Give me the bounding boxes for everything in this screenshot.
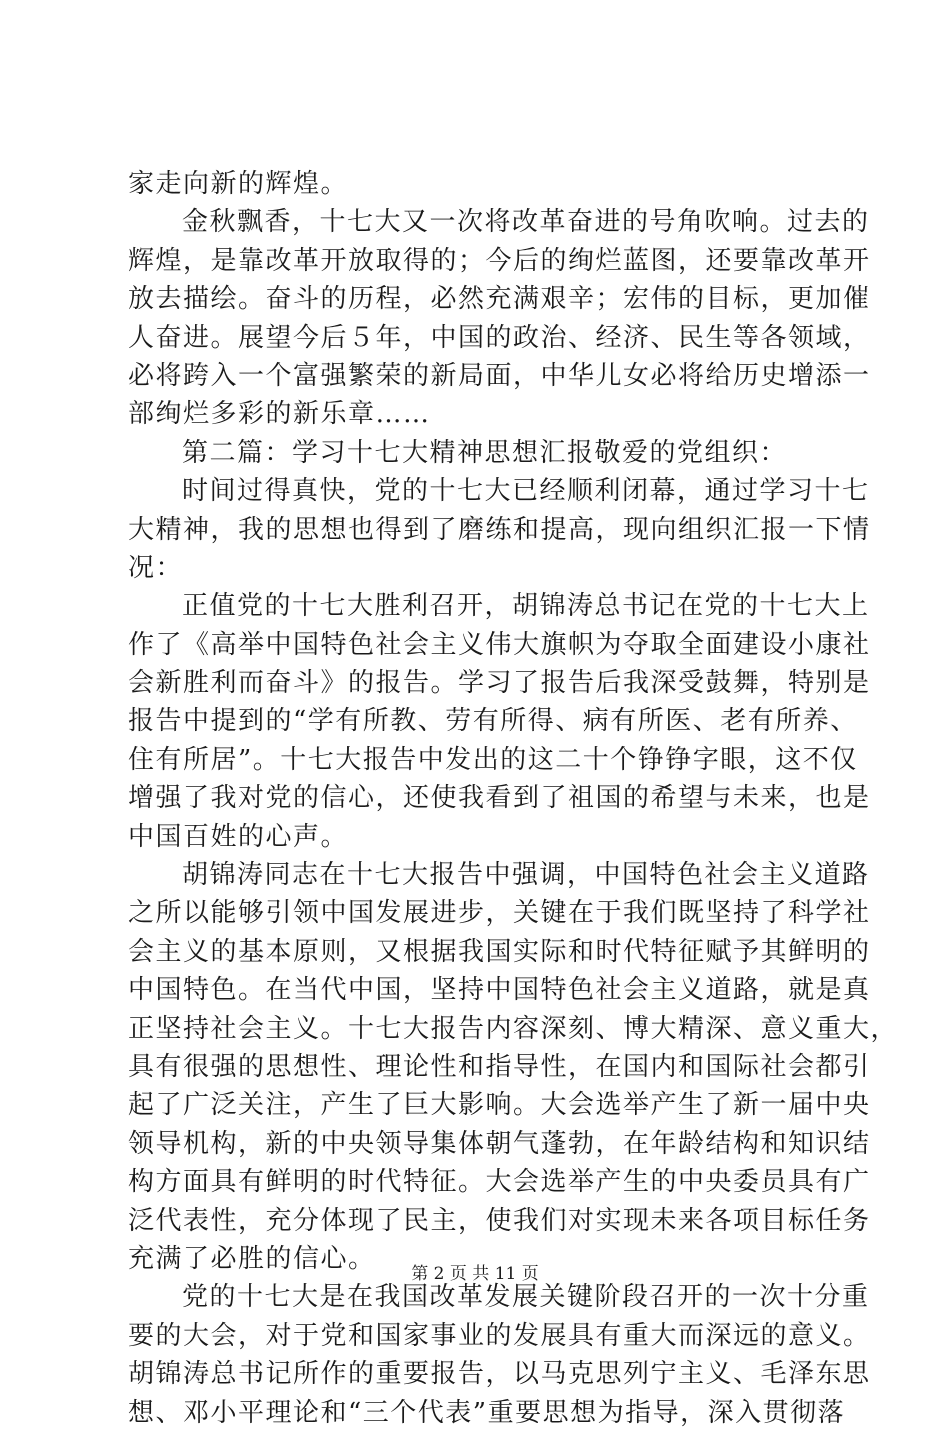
text-line: 中国特色。在当代中国，坚持中国特色社会主义道路，就是真	[128, 975, 871, 1006]
page-footer: 第 2 页 共 11 页	[411, 1264, 539, 1284]
text-line: 胡锦涛同志在十七大报告中强调，中国特色社会主义道路	[182, 860, 870, 891]
text-line: 部绚烂多彩的新乐章……	[128, 399, 431, 430]
text-line: 况：	[128, 552, 184, 583]
text-line: 会新胜利而奋斗》的报告。学习了报告后我深受鼓舞，特别是	[128, 668, 871, 699]
text-line: 党的十七大是在我国改革发展关键阶段召开的一次十分重	[182, 1282, 870, 1313]
text-line: 第二篇：学习十七大精神思想汇报敬爱的党组织：	[182, 437, 788, 468]
text-line: 之所以能够引领中国发展进步，关键在于我们既坚持了科学社	[128, 898, 871, 929]
text-line: 正坚持社会主义。十七大报告内容深刻、博大精深、意义重大，	[128, 1013, 899, 1044]
text-line: 作了《高举中国特色社会主义伟大旗帜为夺取全面建设小康社	[128, 629, 871, 660]
text-line: 时间过得真快，党的十七大已经顺利闭幕，通过学习十七	[182, 476, 870, 507]
text-line: 放去描绘。奋斗的历程，必然充满艰辛；宏伟的目标，更加催	[128, 284, 871, 315]
text-line: 辉煌，是靠改革开放取得的；今后的绚烂蓝图，还要靠改革开	[128, 245, 871, 276]
text-line: 住有所居”。十七大报告中发出的这二十个铮铮字眼，这不仅	[128, 744, 858, 775]
text-line: 具有很强的思想性、理论性和指导性，在国内和国际社会都引	[128, 1051, 871, 1082]
text-line: 金秋飘香，十七大又一次将改革奋进的号角吹响。过去的	[182, 207, 870, 238]
text-line: 家走向新的辉煌。	[128, 169, 349, 199]
text-line: 泛代表性，充分体现了民主，使我们对实现未来各项目标任务	[128, 1205, 871, 1236]
text-line: 想、邓小平理论和“三个代表”重要思想为指导，深入贯彻落	[128, 1397, 846, 1428]
text-line: 会主义的基本原则，又根据我国实际和时代特征赋予其鲜明的	[128, 936, 871, 967]
text-line: 中国百姓的心声。	[128, 821, 349, 852]
text-line: 必将跨入一个富强繁荣的新局面，中华儿女必将给历史增添一	[128, 360, 871, 391]
text-line: 要的大会，对于党和国家事业的发展具有重大而深远的意义。	[128, 1320, 871, 1351]
text-line: 充满了必胜的信心。	[128, 1243, 376, 1274]
text-line: 报告中提到的“学有所教、劳有所得、病有所医、老有所养、	[128, 706, 858, 737]
text-line: 大精神，我的思想也得到了磨练和提高，现向组织汇报一下情	[128, 514, 871, 545]
text-line: 起了广泛关注，产生了巨大影响。大会选举产生了新一届中央	[128, 1090, 871, 1121]
text-line: 构方面具有鲜明的时代特征。大会选举产生的中央委员具有广	[128, 1167, 871, 1198]
text-line: 领导机构，新的中央领导集体朝气蓬勃，在年龄结构和知识结	[128, 1128, 871, 1159]
text-line: 增强了我对党的信心，还使我看到了祖国的希望与未来，也是	[128, 783, 871, 814]
text-line: 正值党的十七大胜利召开，胡锦涛总书记在党的十七大上	[182, 591, 870, 622]
body-text	[128, 165, 899, 1432]
text-line: 人奋进。展望今后５年，中国的政治、经济、民生等各领域，	[128, 322, 871, 353]
text-line: 胡锦涛总书记所作的重要报告，以马克思列宁主义、毛泽东思	[128, 1359, 871, 1390]
